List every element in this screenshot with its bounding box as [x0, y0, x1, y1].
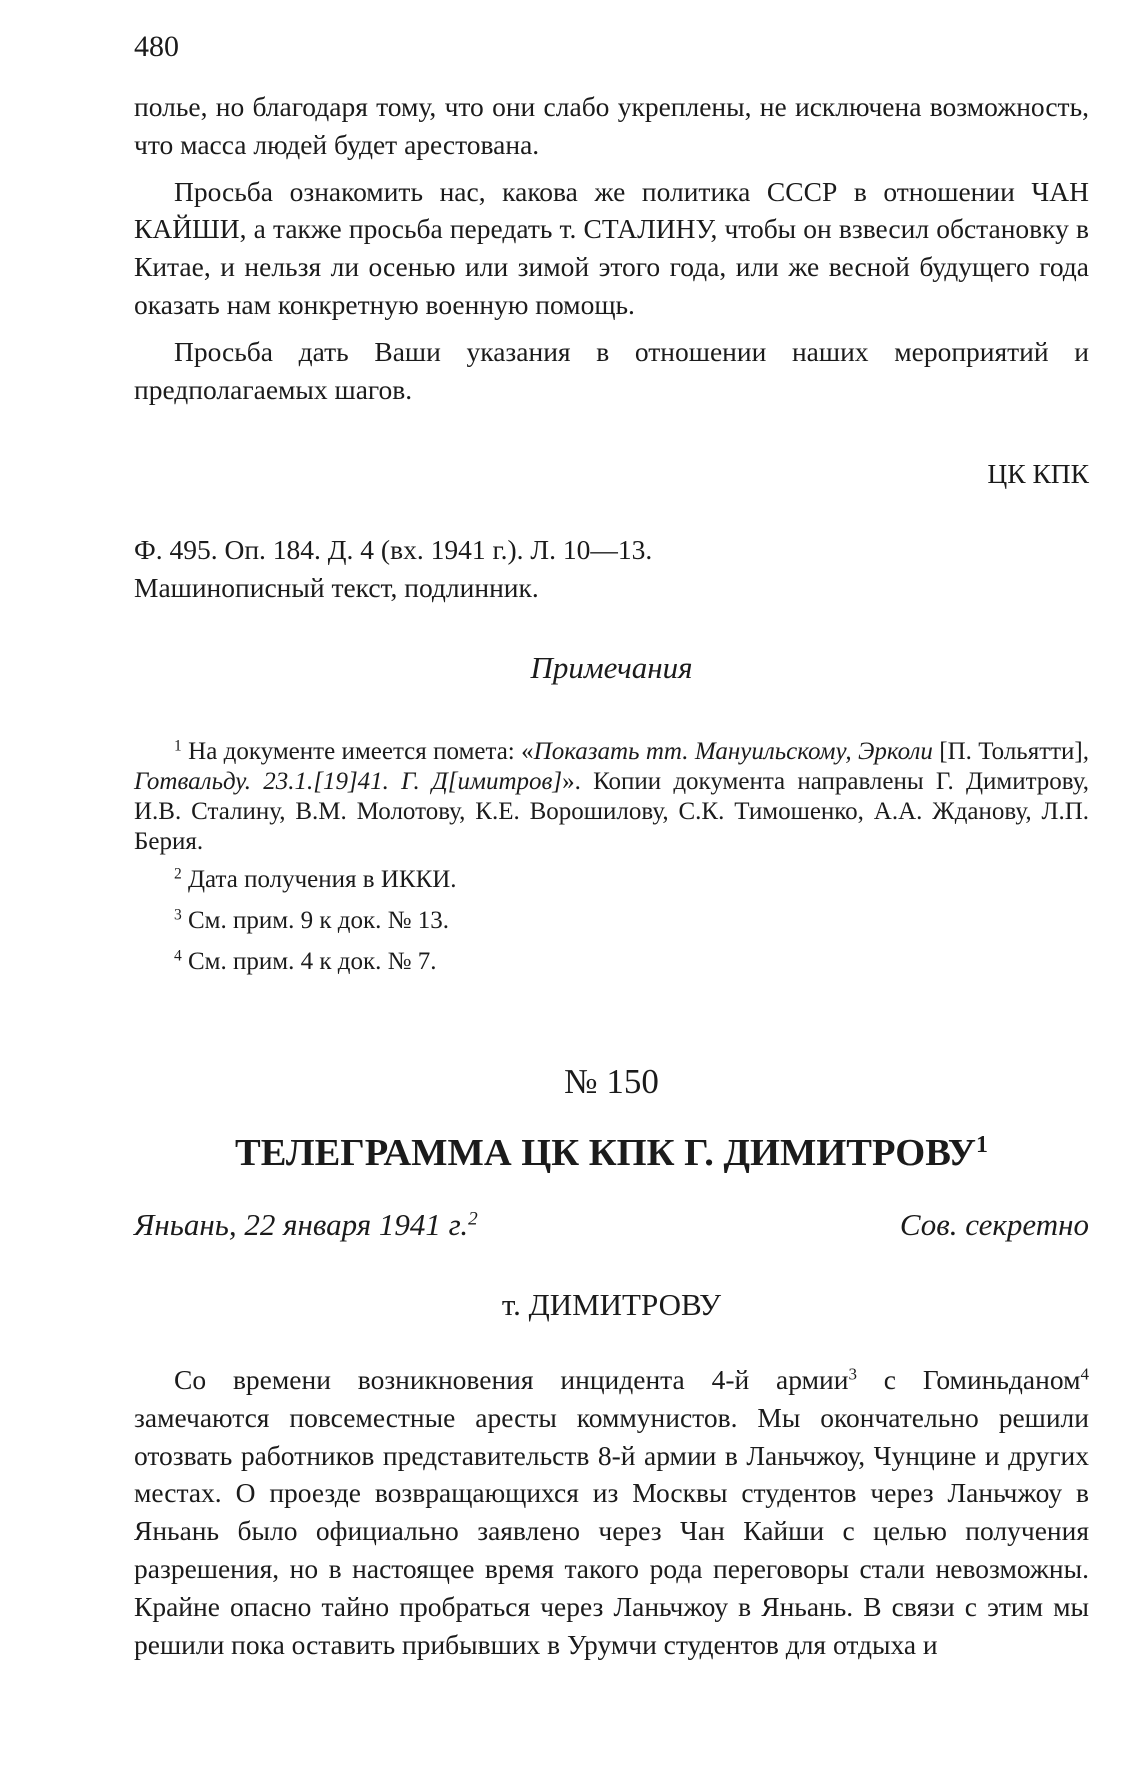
note-1: $^1$ На документе имеется помета: «Показать тт. Мануильскому, Эрколи [П. Тольятти], Готвальду. 23.1.[19]41. Г. Д[имитров]». Копии документа направлены Г. Димитрову, И.В. Сталину, В.М. Молотову, К.Е. Ворошилову, С.К. Тимошенко, А.А. Жданову, Л.П. Берия.: [134, 737, 1090, 855]
footnote-marker: 4: [1080, 1364, 1089, 1384]
notes-heading: Примечания: [530, 650, 693, 685]
paragraph: полье, но благодаря тому, что они слабо укреплены, не исключена возможность, что масса людей будет арестована.: [134, 91, 1089, 160]
paragraph: Просьба дать Ваши указания в отношении наших мероприятий и предполагаемых шагов.: [134, 335, 1089, 405]
archive-reference: [134, 531, 1089, 607]
note-2: $^2$ Дата получения в ИККИ.: [174, 865, 457, 893]
archive-line: Машинописный текст, подлинник.: [134, 571, 539, 603]
archive-line: Ф. 495. Оп. 184. Д. 4 (вх. 1941 г.). Л. 10—13.: [134, 534, 653, 565]
document-title: ТЕЛЕГРАММА ЦК КПК Г. ДИМИТРОВУ$^1$: [235, 1131, 988, 1174]
date-line: [134, 1207, 1089, 1243]
previous-document-text: [134, 88, 1089, 408]
document-number: № 150: [564, 1062, 659, 1101]
note-3: $^3$ См. прим. 9 к док. № 13.: [174, 906, 449, 934]
note-4: $^4$ См. прим. 4 к док. № 7.: [174, 947, 437, 975]
addressee: т. ДИМИТРОВУ: [501, 1287, 722, 1322]
note-number: 1: [174, 737, 182, 755]
footnote-marker: 2: [468, 1208, 478, 1230]
signature: ЦК КПК: [987, 458, 1089, 489]
classification: Сов. секретно: [899, 1207, 1089, 1242]
note-number: 4: [174, 947, 182, 965]
notes-list: [134, 737, 1089, 988]
footnote-marker: 1: [976, 1131, 988, 1158]
place-date: Яньань, 22 января 1941 г.$^2$: [134, 1207, 478, 1242]
footnote-marker: 3: [848, 1364, 857, 1384]
page-number: 480: [134, 30, 179, 63]
note-number: 2: [174, 865, 182, 883]
telegram-body: [134, 1361, 1089, 1663]
paragraph: Просьба ознакомить нас, какова же политика СССР в отношении ЧАН КАЙШИ, а также просьба передать т. СТАЛИНУ, чтобы он взвесил обстановку в Китае, и нельзя ли осенью или зимой этого года, или же весной будущего года оказать нам конкретную военную помощь.: [134, 175, 1089, 320]
note-number: 3: [174, 906, 182, 924]
paragraph: Со времени возникновения инцидента 4-й армии$^3$ с Гоминьданом$^4$ замечаются повсеместные аресты коммунистов. Мы окончательно решили отозвать работников представительств 8-й армии в Ланьчжоу, Чунцине и других местах. О проезде возвращающихся из Москвы студентов через Ланьчжоу в Яньань было официально заявлено через Чан Кайши с целью получения разрешения, но в настоящее время такого рода переговоры стали невозможны. Крайне опасно тайно пробраться через Ланьчжоу в Яньань. В связи с этим мы решили пока оставить прибывших в Урумчи студентов для отдыха и: [134, 1364, 1089, 1660]
